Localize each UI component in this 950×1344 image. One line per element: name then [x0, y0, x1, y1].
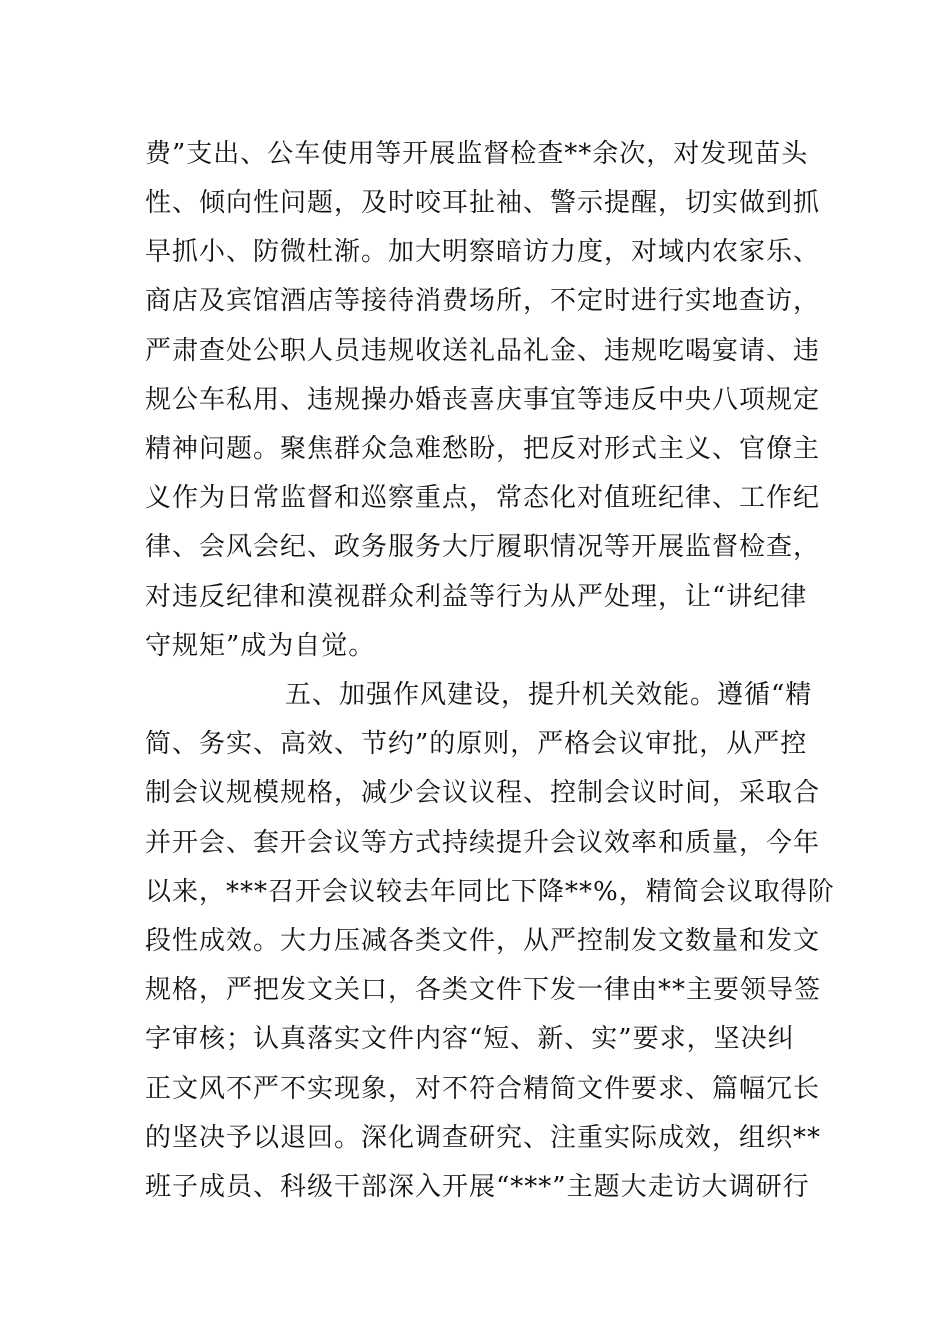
text-line: 简、务实、高效、节约”的原则，严格会议审批，从严控	[145, 729, 808, 759]
text-line: 守规矩”成为自觉。	[145, 631, 376, 661]
text-line: 商店及宾馆酒店等接待消费场所，不定时进行实地查访，	[145, 286, 821, 316]
text-line: 对违反纪律和漠视群众利益等行为从严处理，让“讲纪律	[145, 582, 808, 612]
text-line: 律、会风会纪、政务服务大厅履职情况等开展监督检查，	[145, 532, 821, 562]
text-line: 段性成效。大力压减各类文件，从严控制发文数量和发文	[145, 926, 821, 956]
text-line: 严肃查处公职人员违规收送礼品礼金、违规吃喝宴请、违	[145, 336, 821, 366]
text-line: 早抓小、防微杜渐。加大明察暗访力度，对域内农家乐、	[145, 237, 821, 267]
text-line: 精神问题。聚焦群众急难愁盼，把反对形式主义、官僚主	[145, 434, 821, 464]
section-heading-line: 五、加强作风建设，提升机关效能。遵循“精	[285, 680, 813, 710]
text-line: 字审核；认真落实文件内容“短、新、实”要求，坚决纠	[145, 1024, 795, 1054]
text-line: 的坚决予以退回。深化调查研究、注重实际成效，组织**	[145, 1123, 822, 1153]
text-line: 规公车私用、违规操办婚丧喜庆事宜等违反中央八项规定	[145, 385, 821, 415]
text-line: 并开会、套开会议等方式持续提升会议效率和质量，今年	[145, 828, 821, 858]
text-line: 义作为日常监督和巡察重点，常态化对值班纪律、工作纪	[145, 483, 821, 513]
text-line: 班子成员、科级干部深入开展“***”主题大走访大调研行	[145, 1172, 810, 1202]
text-line: 费”支出、公车使用等开展监督检查**余次，对发现苗头	[145, 139, 809, 169]
text-line: 性、倾向性问题，及时咬耳扯袖、警示提醒，切实做到抓	[145, 188, 821, 218]
text-line: 以来，***召开会议较去年同比下降**%，精简会议取得阶	[145, 877, 835, 907]
text-line: 规格，严把发文关口，各类文件下发一律由**主要领导签	[145, 975, 822, 1005]
text-line: 正文风不严不实现象，对不符合精简文件要求、篇幅冗长	[145, 1074, 821, 1104]
text-line: 制会议规模规格，减少会议议程、控制会议时间，采取合	[145, 778, 821, 808]
